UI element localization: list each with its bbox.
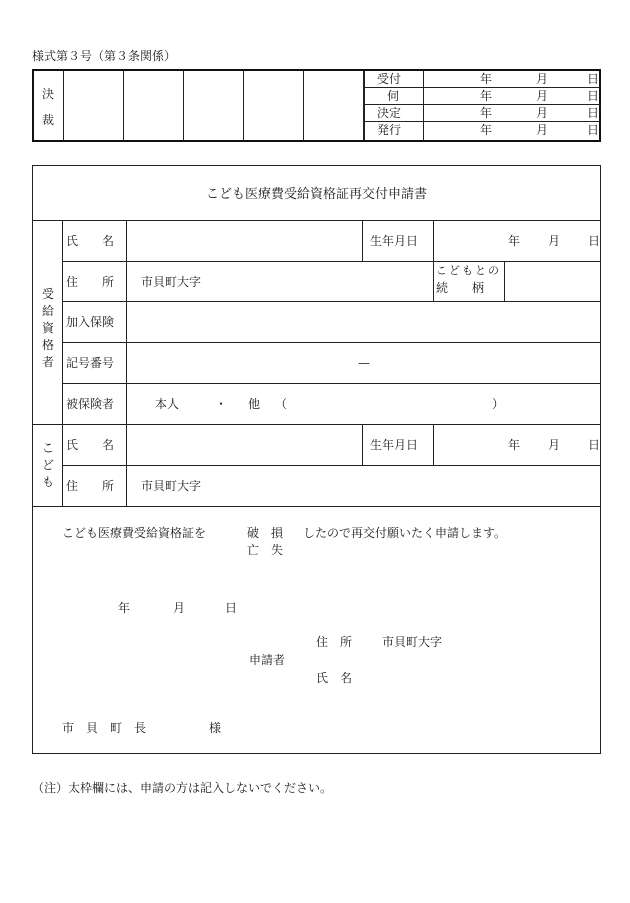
- paren-close: ）: [492, 397, 505, 411]
- approval-month: 月: [536, 123, 549, 137]
- date-month: 月: [173, 601, 186, 615]
- birth-day-suffix: 日: [588, 438, 601, 452]
- applicant-address-label: 住 所: [316, 635, 353, 649]
- recipient-address-prefix: 市貝町大字: [141, 275, 202, 289]
- declaration-lead: こども医療費受給資格証を: [62, 526, 207, 540]
- child-address-prefix: 市貝町大字: [141, 479, 202, 493]
- child-birth-field[interactable]: [434, 425, 600, 465]
- birth-month-suffix: 月: [548, 438, 561, 452]
- approval-month: 月: [536, 106, 549, 120]
- child-name-field[interactable]: [127, 425, 362, 465]
- addressee: 市 貝 町 長: [62, 721, 147, 735]
- date-year: 年: [118, 601, 131, 615]
- recipient-address-field[interactable]: [127, 262, 433, 301]
- approval-day: 日: [587, 72, 600, 86]
- birth-year-suffix: 年: [508, 234, 521, 248]
- applicant-name-label: 氏 名: [316, 671, 353, 685]
- recipient-name-label: 氏 名: [66, 234, 115, 248]
- declaration-tail: したので再交付願いたく申請します。: [303, 526, 507, 540]
- relation-label-bottom: 続 柄: [436, 281, 485, 295]
- insured-label: 被保険者: [66, 397, 115, 411]
- approval-row-label: 受付: [377, 72, 402, 86]
- approval-day: 日: [587, 89, 600, 103]
- relation-label-top: こどもとの: [436, 264, 501, 277]
- approval-row-label: 決定: [377, 106, 402, 120]
- approval-month: 月: [536, 89, 549, 103]
- approval-year: 年: [480, 106, 493, 120]
- approval-row-label: 発行: [377, 123, 402, 137]
- approval-year: 年: [480, 123, 493, 137]
- symbol-number-separator: —: [358, 356, 370, 370]
- approval-month: 月: [536, 72, 549, 86]
- child-name-label: 氏 名: [66, 438, 115, 452]
- approval-year: 年: [480, 72, 493, 86]
- insured-other-option[interactable]: 他: [248, 397, 261, 411]
- recipient-name-field[interactable]: [127, 221, 362, 261]
- applicant-label: 申請者: [249, 653, 286, 667]
- insured-field[interactable]: [127, 384, 600, 424]
- birth-year-suffix: 年: [508, 438, 521, 452]
- child-section-label: こども: [41, 441, 54, 489]
- recipient-section-label: 受給資格者: [41, 287, 54, 369]
- footnote: （注）太枠欄には、申請の方は記入しないでください。: [32, 781, 333, 795]
- insurance-field[interactable]: [127, 302, 600, 342]
- symbol-number-label: 記号番号: [66, 356, 115, 370]
- child-address-field[interactable]: [127, 466, 600, 506]
- approval-label-bottom: 裁: [42, 113, 55, 127]
- recipient-address-label: 住 所: [66, 275, 115, 289]
- insured-dot: ・: [215, 397, 228, 411]
- date-day: 日: [225, 601, 238, 615]
- approval-day: 日: [587, 106, 600, 120]
- birth-day-suffix: 日: [588, 234, 601, 248]
- recipient-birth-label: 生年月日: [370, 234, 419, 248]
- form-title: こども医療費受給資格証再交付申請書: [205, 187, 427, 202]
- form-number-label: 様式第３号（第３条関係）: [32, 49, 177, 63]
- paren-open: （: [275, 397, 288, 411]
- insured-self-option[interactable]: 本人: [155, 397, 180, 411]
- applicant-address-value[interactable]: 市貝町大字: [382, 635, 443, 649]
- option-damaged[interactable]: 破 損: [247, 526, 284, 540]
- child-address-label: 住 所: [66, 479, 115, 493]
- option-lost[interactable]: 亡 失: [247, 543, 284, 557]
- honorific: 様: [209, 721, 222, 735]
- application-form: [32, 165, 601, 754]
- approval-table: [32, 69, 601, 142]
- relation-field[interactable]: [505, 262, 600, 301]
- symbol-number-field[interactable]: [127, 343, 600, 383]
- approval-label-top: 決: [42, 87, 55, 101]
- approval-day: 日: [587, 123, 600, 137]
- approval-row-label: 伺: [387, 89, 400, 103]
- birth-month-suffix: 月: [548, 234, 561, 248]
- approval-year: 年: [480, 89, 493, 103]
- child-birth-label: 生年月日: [370, 438, 419, 452]
- insurance-label: 加入保険: [66, 315, 115, 329]
- recipient-birth-field[interactable]: [434, 221, 600, 261]
